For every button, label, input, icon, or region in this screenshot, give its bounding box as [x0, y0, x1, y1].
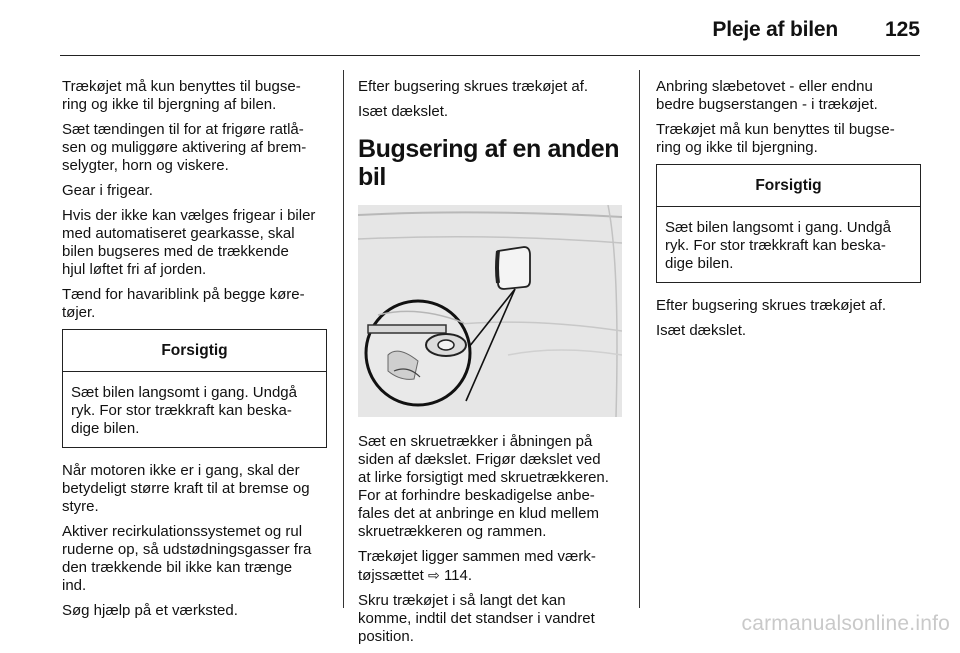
- caution-title: Forsigtig: [657, 165, 920, 207]
- section-title: Pleje af bilen: [712, 18, 838, 41]
- paragraph: Isæt dækslet.: [358, 103, 449, 120]
- column-2: [358, 78, 623, 653]
- caution-box: [62, 329, 327, 448]
- column-1: [62, 78, 327, 627]
- paragraph: Isæt dækslet.: [656, 322, 747, 339]
- paragraph: Sæt en skruetrækker i åbningen på siden af dækslet. Frigør dækslet ved at lirke forsigtigt med skruetrækkeren. For at forhindre beskadigelse anbe- fales det at anbringe en klud mellem skruetrækkeren og rammen.: [358, 433, 609, 540]
- paragraph-text: Trækøjet ligger sammen med værk- tøjssættet: [358, 548, 596, 584]
- caution-body: Sæt bilen langsomt i gang. Undgå ryk. For stor trækkraft kan beska- dige bilen.: [71, 384, 297, 437]
- page-number: 125: [884, 18, 920, 41]
- paragraph: Gear i frigear.: [62, 182, 153, 199]
- paragraph: Efter bugsering skrues trækøjet af.: [656, 297, 887, 314]
- watermark: carmanualsonline.info: [741, 612, 950, 635]
- column-3: [656, 78, 921, 347]
- column-divider: [639, 70, 640, 608]
- caution-box: [656, 164, 921, 283]
- section-heading: Bugsering af en anden bil: [358, 135, 620, 191]
- caution-body: Sæt bilen langsomt i gang. Undgå ryk. For stor trækkraft kan beska- dige bilen.: [665, 219, 891, 272]
- paragraph: [358, 548, 623, 585]
- towing-eye-illustration-svg: [358, 205, 622, 417]
- paragraph: Trækøjet må kun benyttes til bugse- ring og ikke til bjergning.: [656, 121, 895, 156]
- paragraph: Søg hjælp på et værksted.: [62, 602, 238, 619]
- paragraph: Tænd for havariblink på begge køre- tøjer.: [62, 286, 305, 321]
- paragraph: Hvis der ikke kan vælges frigear i biler med automatiseret gearkasse, skal bilen bugseres med de trækkende hjul løftet fri af jorden.: [62, 207, 316, 278]
- page-reference[interactable]: 114.: [443, 567, 473, 584]
- paragraph: Trækøjet må kun benyttes til bugse- ring og ikke til bjergning af bilen.: [62, 78, 301, 113]
- paragraph: Skru trækøjet i så langt det kan komme, indtil det standser i vandret position.: [358, 592, 595, 645]
- caution-title: Forsigtig: [63, 330, 326, 372]
- towing-eye-illustration: [358, 205, 622, 417]
- column-divider: [343, 70, 344, 608]
- paragraph: Når motoren ikke er i gang, skal der betydeligt større kraft til at bremse og styre.: [62, 462, 310, 515]
- page-header: [60, 0, 920, 56]
- page-reference-icon: ⇨: [428, 567, 440, 583]
- paragraph: Efter bugsering skrues trækøjet af.: [358, 78, 589, 95]
- paragraph: Sæt tændingen til for at frigøre ratlå- sen og muliggøre aktivering af brem- selygter, horn og viskere.: [62, 121, 307, 174]
- paragraph: Aktiver recirkulationssystemet og rul ruderne op, så udstødningsgasser fra den trækkende bil ikke kan trænge ind.: [62, 523, 312, 594]
- paragraph: Anbring slæbetovet - eller endnu bedre bugserstangen - i trækøjet.: [656, 78, 878, 113]
